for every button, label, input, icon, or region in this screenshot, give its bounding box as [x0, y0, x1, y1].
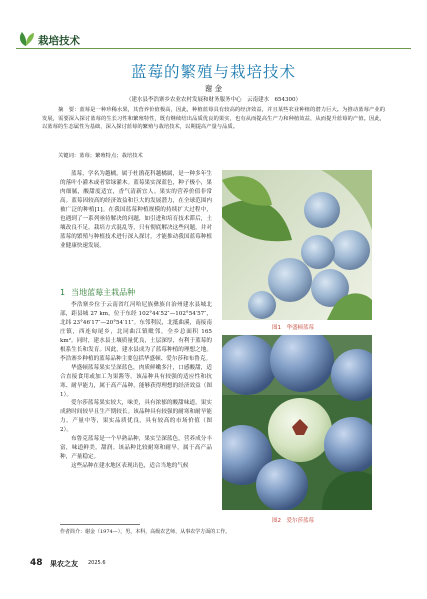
article-author: 谢 金 [204, 84, 223, 93]
paragraph: 布鲁克蓝莓是一个早熟品种，果实呈深蓝色，营养成分丰富，味道鲜美，甜润。该品种比较耐寒和耐旱，属于高产品种，产量稳定。 [60, 436, 212, 461]
leaf-logo-icon [16, 28, 36, 48]
section-heading [60, 287, 135, 298]
article-title: 蓝莓的繁殖与栽培技术 [130, 63, 296, 81]
figure-2-image [222, 335, 372, 510]
section-body [60, 301, 212, 471]
intro-paragraph: 蓝莓，学名为越橘，属于杜鹃花科越橘属，是一种多年生的落叶小灌木或者常绿灌木。蓝莓果实深蓝色，种子极小，果肉细腻，酸甜度适宜，香气清新宜人。果实的营养价值非常高。蓝莓因较高的经济效益和巨大的发展潜力，在全球范围内被广泛的种植[1]。在我国蓝莓种植规模的持续扩大过程中，也遇到了一系列亟待解决的问题，如引进和培育技术滞后，土壤改良不足，栽培方式混乱等，只有彻底解决这些问题，并对蓝莓的繁殖与种植技术进行深入探讨，才能推动我国蓝莓种植业健康快速发展。 [60, 171, 212, 249]
article-affiliation: （建水县李浩寨乡农业农村发展和财务服务中心 云南建水 654300） [126, 97, 301, 103]
page-number: 48 [30, 558, 43, 568]
abstract: 摘 要：蓝莓是一种珍稀水果，其营养价值极高，因此，种植蓝莓具有较高的经济效益，并且某些农业种植的潜力巨大。为推动蓝莓产业的发展，需要深入探讨蓝莓的生长习性和繁殖特性，既有继续结出品质优良的果实，也有从而提高生产力和种植效益，从而提升蓝莓的产值。因此，以蓝莓的生态属性为基础，深入探讨蓝莓的繁殖与栽培技术，以期提高产量与品质。 [42, 107, 385, 131]
issue-number: 2025.6 [88, 560, 106, 566]
paragraph: 爱尔莎蓝莓果实较大，味美，具有浓郁的酸甜味道，果实成熟时间较早且生产期较长。该品种具有较强的耐寒和耐旱能力，产量中等，果实品质优良，具有较高的市场价值（图 2）。 [60, 400, 212, 434]
journal-name: 果农之友 [50, 560, 78, 568]
figure-2-caption: 图2 爱尔莎蓝莓 [272, 518, 314, 524]
figure-1-image [222, 170, 372, 320]
intro-text [60, 170, 212, 251]
paragraph: 这些品种在建水地区表现出色，适合当地的气候 [71, 463, 189, 470]
header-divider [16, 48, 411, 49]
footnote-divider [60, 524, 140, 525]
section-tag: 栽培技术 [38, 35, 80, 47]
section-number: 1 [60, 288, 66, 297]
paragraph: 李浩寨乡位于云南省红河哈尼族彝族自治州建水县城北部，距县城 27 km，位于东经 102°44′52″—102°54′57″，北纬 23°46′17″—20°54′11″。东邻利民，北抵曲溪，南接南庄镇，西连甸尾乡，北同曲江镇毗邻，全乡总面积 165 km²。同时，建水县土壤质量优良，土层深厚，有利于蓝莓的根系生长和发育。因此，建水县成为了蓝莓种植的理想之地。李浩寨乡种植的蓝莓品种主要包括华盛顿、爱尔莎和布鲁克。 [60, 302, 212, 362]
paragraph: 华盛顿蓝莓果实呈深蓝色，肉质鲜嫩多汁，口感酸甜，适合直接食用或加工为果酱等。该品种具有较强的适应性和抗寒、耐旱能力，属于高产品种，能够获得理想的经济效益（图 1）。 [60, 364, 212, 398]
author-footnote: 作者简介：谢金（1974—），男，本科，高级农艺师，从事农学方面的工作。 [60, 529, 231, 535]
keywords: 关键词：蓝莓；繁殖特点；栽培技术 [58, 153, 143, 159]
section-title: 当地蓝莓主栽品种 [71, 288, 136, 297]
figure-1-caption: 图1 华盛顿蓝莓 [272, 325, 314, 331]
